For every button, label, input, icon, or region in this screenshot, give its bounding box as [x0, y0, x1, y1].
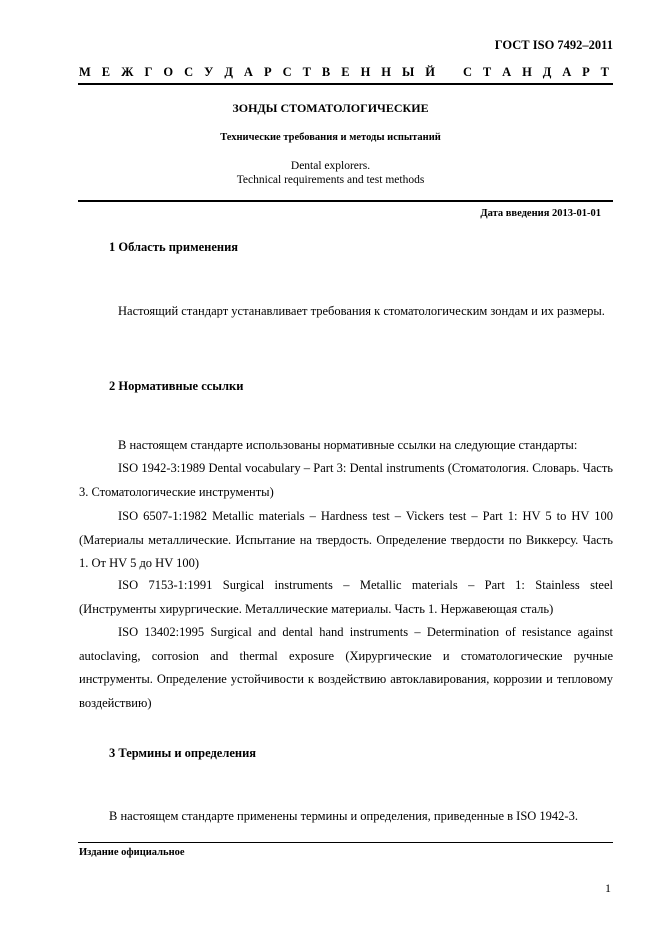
footer-rule — [78, 842, 613, 843]
reference-iso-6507-1 — [79, 505, 613, 576]
document-title: ЗОНДЫ СТОМАТОЛОГИЧЕСКИЕ — [232, 101, 429, 115]
reference-iso-1942-3 — [79, 457, 613, 504]
standard-code: ГОСТ ISO 7492–2011 — [494, 38, 613, 52]
banner-rule — [78, 83, 613, 85]
section-2-intro-content: В настоящем стандарте использованы нормативные ссылки на следующие стандарты: — [118, 438, 578, 452]
standard-banner — [79, 65, 609, 80]
reference-iso-6507-1-text: ISO 6507-1:1982 Metallic materials – Hardness test – Vickers test – Part 1: HV 5 to HV 100 (Материалы металлические. Испытание на твердость. Определение твердости по Виккерсу. Часть 1. От HV 5 до HV 100) — [79, 509, 613, 570]
reference-iso-13402-text: ISO 13402:1995 Surgical and dental hand instruments – Determination of resistance against autoclaving, corrosion and thermal exposure (Хирургические и стоматологические ручные инструменты. Определение устойчивости к воздействию автоклавирования, коррозии и тепловому воздействию) — [79, 625, 613, 710]
reference-iso-7153-1 — [79, 574, 613, 621]
section-1-text-content: Настоящий стандарт устанавливает требования к стоматологическим зондам и их размеры. — [118, 304, 605, 318]
section-2-heading: 2 Нормативные ссылки — [109, 379, 244, 393]
page-number: 1 — [605, 881, 611, 895]
english-title — [0, 159, 661, 187]
reference-iso-13402 — [79, 621, 613, 715]
section-1-text — [79, 300, 613, 324]
section-1-heading: 1 Область применения — [109, 240, 239, 254]
document-subtitle: Технические требования и методы испытаний — [220, 132, 441, 143]
title-rule — [78, 200, 613, 202]
section-3-text — [79, 805, 613, 829]
introduction-date: Дата введения 2013-01-01 — [480, 208, 601, 219]
reference-iso-7153-1-text: ISO 7153-1:1991 Surgical instruments – Metallic materials – Part 1: Stainless steel (Инструменты хирургические. Металлические материалы. Часть 1. Нержавеющая сталь) — [79, 578, 613, 616]
banner-word-interstate: М Е Ж Г О С У Д А Р С Т В Е Н Н Ы Й — [79, 65, 435, 79]
official-edition-label: Издание официальное — [79, 847, 185, 858]
english-title-line-1: Dental explorers. — [290, 160, 371, 172]
section-3-heading: 3 Термины и определения — [109, 746, 257, 760]
reference-iso-1942-3-text: ISO 1942-3:1989 Dental vocabulary – Part 3: Dental instruments (Стоматология. Словарь. Часть 3. Стоматологические инструменты) — [79, 461, 613, 499]
section-3-text-content: В настоящем стандарте применены термины и определения, приведенные в ISO 1942-3. — [109, 809, 578, 823]
english-title-line-2: Technical requirements and test methods — [236, 174, 425, 186]
section-2-intro — [79, 434, 613, 458]
banner-word-standard: С Т А Н Д А Р Т — [463, 65, 609, 79]
